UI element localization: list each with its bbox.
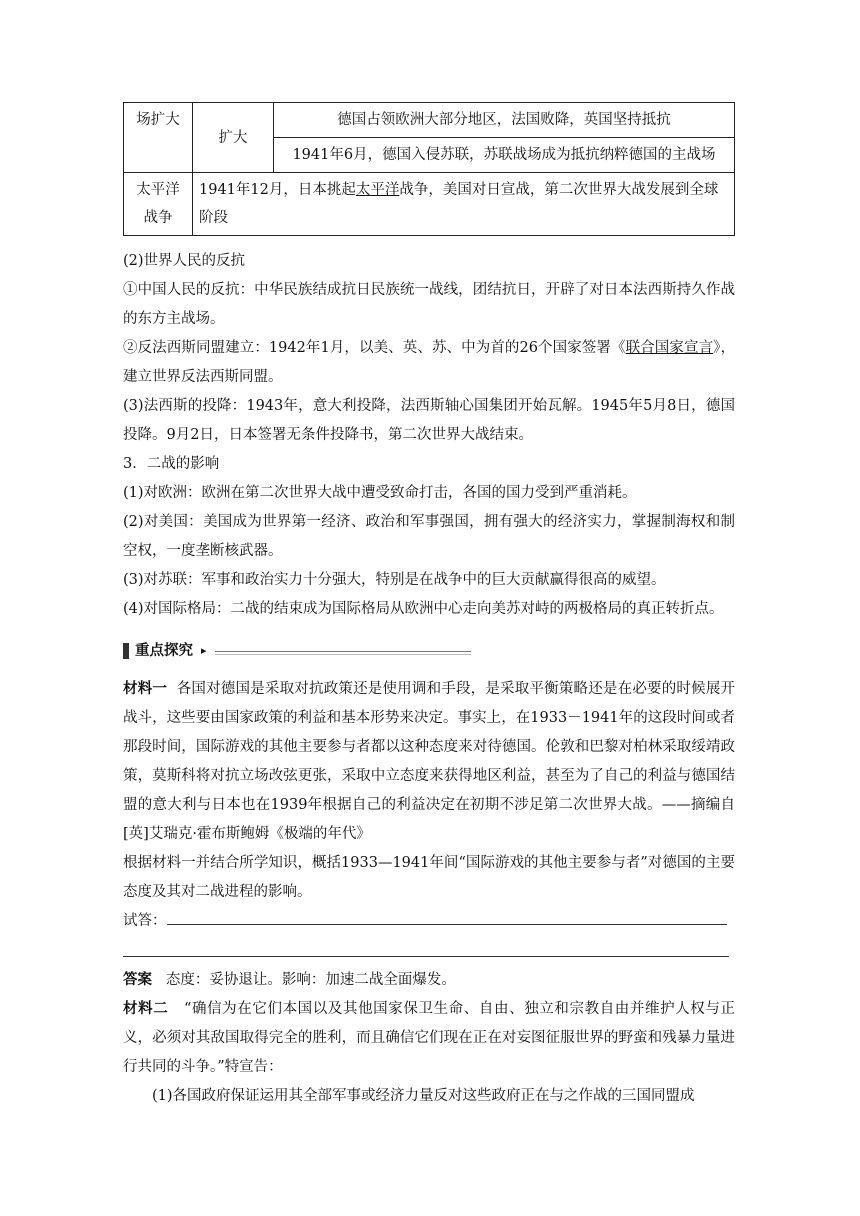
answer-block (123, 966, 735, 1111)
underlined-term: 太平洋 (355, 182, 400, 198)
table-cell-stage: 场扩大 (124, 103, 193, 173)
triangle-right-icon: ▸ (201, 644, 207, 657)
body-text (123, 247, 735, 624)
paragraph: (4)对国际格局：二战的结束成为国际格局从欧洲中心走向美苏对峙的两极格局的真正转折点。 (123, 601, 724, 617)
paragraph: ①中国人民的反抗：中华民族结成抗日民族统一战线，团结抗日，开辟了对日本法西斯持久作战的东方主战场。 (123, 282, 735, 327)
text-span: 》，建立世界反法西斯同盟。 (123, 340, 736, 385)
text-span: ②反法西斯同盟建立：1942年1月，以美、英、苏、中为首的26个国家签署《 (123, 340, 626, 356)
section-title: 重点探究 (135, 643, 193, 659)
paragraph: (1)对欧洲：欧洲在第二次世界大战中遭受致命打击，各国的国力受到严重消耗。 (123, 485, 637, 501)
paragraph: (3)对苏联：军事和政治实力十分强大，特别是在战争中的巨大贡献赢得很高的威望。 (123, 572, 666, 588)
answer-prompt-line (123, 907, 735, 936)
material-text: “确信为在它们本国以及其他国家保卫生命、自由、独立和宗教自由并维护人权与正义，必须对其敌国取得完全的胜利，而且确信它们现在正在对妄图征服世界的野蛮和残暴力量进行共同的斗争。”特宣告： (123, 1001, 736, 1075)
answer-text: 态度：妥协退让。影响：加速二战全面爆发。 (165, 972, 456, 988)
section-heading (123, 641, 473, 661)
paragraph (123, 995, 735, 1082)
divider (215, 651, 471, 652)
paragraph: 3．二战的影响 (123, 456, 220, 472)
table-cell-phase: 扩大 (193, 103, 274, 173)
cell-text: 1941年12月，日本挑起 (199, 182, 356, 198)
war-expansion-table (123, 102, 735, 236)
material-one (123, 675, 735, 936)
paragraph (123, 675, 735, 849)
material-label: 材料二 (123, 1001, 169, 1017)
cell-text: 战争，美国对日宣战，第二次世界大战发展到全球阶段 (199, 182, 719, 226)
material-text: 各国对德国是采取对抗政策还是使用调和手段，是采取平衡策略还是在必要的时候展开战斗，这些要由国家政策的利益和基本形势来决定。事实上，在1933－1941年的这段时间或者那段时间，国际游戏的其他主要参与者都以这种态度来对待德国。伦敦和巴黎对柏林采取绥靖政策，莫斯科将对抗立场改弦更张，采取中立态度来获得地区利益，甚至为了自己的利益与德国结盟的意大利与日本也在1939年根据自己的利益决定在初期不涉足第二次世界大战。——摘编自[英]艾瑞克·霍布斯鲍姆《极端的年代》 (123, 681, 736, 842)
answer-input-line[interactable] (123, 956, 729, 957)
heading-bar (123, 643, 129, 659)
table-cell-event: 德国占领欧洲大部分地区，法国败降，英国坚持抵抗 (274, 103, 735, 138)
answer-prompt: 试答： (123, 913, 167, 929)
table-row (124, 103, 735, 138)
paragraph: (2)对美国：美国成为世界第一经济、政治和军事强国，拥有强大的经济实力，掌握制海权和制空权，一度垄断核武器。 (123, 514, 735, 559)
paragraph: (2)世界人民的反抗 (123, 253, 246, 269)
table-cell-event: 1941年6月，德国入侵苏联，苏联战场成为抵抗纳粹德国的主战场 (274, 138, 735, 173)
paragraph: (3)法西斯的投降：1943年，意大利投降，法西斯轴心国集团开始瓦解。1945年5月8日，德国投降。9月2日，日本签署无条件投降书，第二次世界大战结束。 (123, 398, 735, 443)
question: 根据材料一并结合所学知识，概括1933—1941年间“国际游戏的其他主要参与者”对德国的主要态度及其对二战进程的影响。 (123, 855, 735, 900)
answer-label: 答案 (123, 972, 152, 988)
answer (123, 966, 735, 995)
answer-input-line[interactable] (167, 910, 727, 925)
table-row (124, 173, 735, 236)
paragraph: (1)各国政府保证运用其全部军事或经济力量反对这些政府正在与之作战的三国同盟成 (152, 1088, 695, 1104)
table-cell-event (193, 173, 735, 236)
divider (215, 654, 471, 655)
table-cell-stage (124, 173, 193, 236)
cell-line: 战争 (143, 210, 173, 226)
underlined-term: 联合国家宣言 (625, 340, 714, 356)
cell-line: 太平洋 (136, 182, 180, 198)
paragraph (123, 334, 735, 392)
material-label: 材料一 (123, 681, 168, 697)
